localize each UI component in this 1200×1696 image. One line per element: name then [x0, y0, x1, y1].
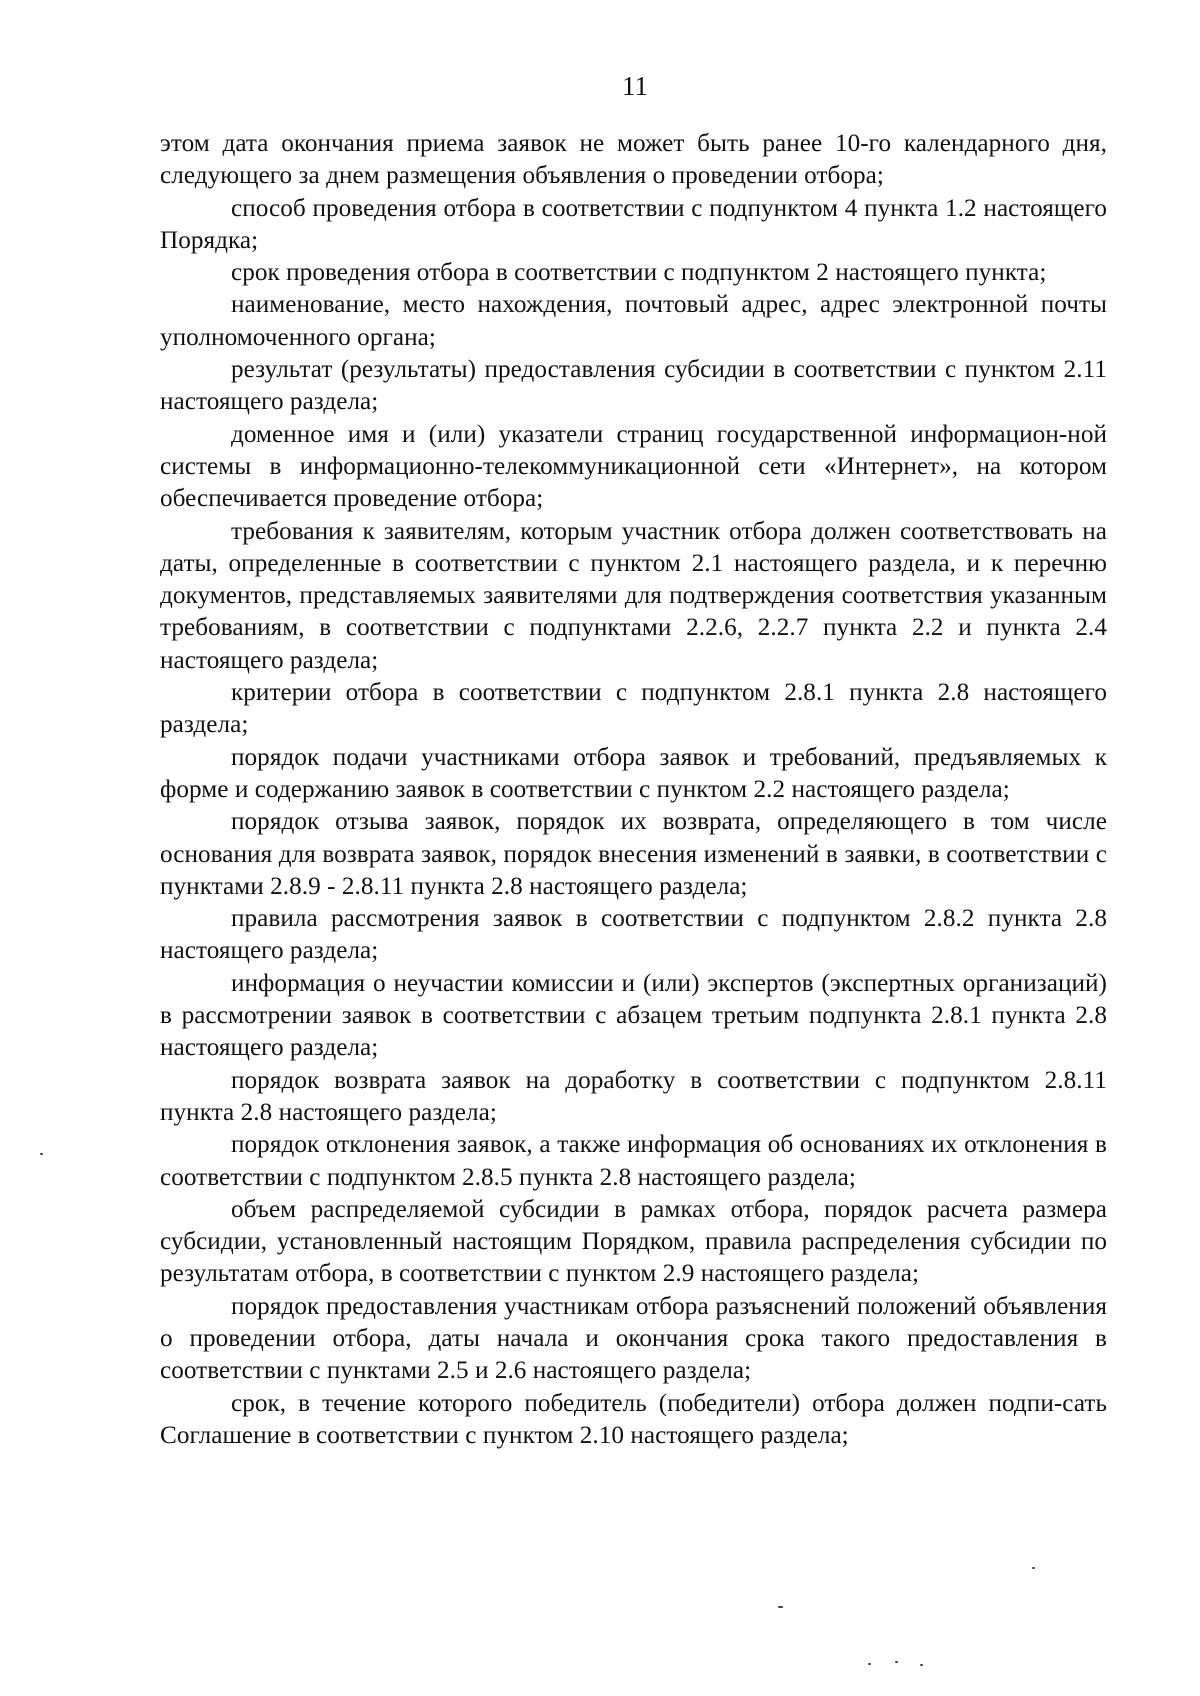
- scan-speck: [778, 1606, 783, 1608]
- scan-speck: [1032, 1567, 1035, 1569]
- document-body: [160, 128, 1107, 1452]
- scan-speck: [895, 1661, 898, 1663]
- paragraph-withdrawal-procedure: порядок отзыва заявок, порядок их возврата, определяющего в том числе основания для возврата заявок, порядок внесения изменений в заявки, в соответствии с пунктами 2.8.9 - 2.8.11 пункта 2.8 настоящего раздела;: [160, 808, 1107, 900]
- paragraph-submission-procedure: порядок подачи участниками отбора заявок и требований, предъявляемых к форме и содержанию заявок в соответствии с пунктом 2.2 настоящего раздела;: [160, 743, 1107, 803]
- page-number: 11: [622, 71, 648, 101]
- paragraph-subsidy-volume: объем распределяемой субсидии в рамках отбора, порядок расчета размера субсидии, установленный настоящим Порядком, правила распределения субсидии по результатам отбора, в соответствии с пунктом 2.9 настоящего раздела;: [160, 1195, 1107, 1288]
- paragraph-domain-name: доменное имя и (или) указатели страниц государственной информацион-ной системы в информационно-телекоммуникационной сети «Интернет», на котором обеспечивается проведение отбора;: [160, 420, 1107, 513]
- scan-speck: [920, 1664, 923, 1666]
- paragraph-selection-period: срок проведения отбора в соответствии с подпунктом 2 настоящего пункта;: [231, 259, 1047, 287]
- paragraph-commission-nonparticipation: информация о неучастии комиссии и (или) экспертов (экспертных организаций) в рассмотрении заявок в соответствии с абзацем третьим подпункта 2.8.1 пункта 2.8 настоящего раздела;: [160, 969, 1107, 1062]
- paragraph-clarifications: порядок предоставления участникам отбора разъяснений положений объявления о проведении отбора, даты начала и окончания срока такого предоставления в соответствии с пунктами 2.5 и 2.6 настоящего раздела;: [160, 1292, 1107, 1385]
- paragraph-rejection-procedure: порядок отклонения заявок, а также информация об основаниях их отклонения в соответствии с подпунктом 2.8.5 пункта 2.8 настоящего раздела;: [160, 1131, 1107, 1191]
- paragraph-return-for-revision: порядок возврата заявок на доработку в соответствии с подпунктом 2.8.11 пункта 2.8 настоящего раздела;: [160, 1066, 1107, 1126]
- paragraph-subsidy-result: результат (результаты) предоставления субсидии в соответствии с пунктом 2.11 настоящего раздела;: [160, 356, 1107, 416]
- scan-speck: [868, 1663, 871, 1665]
- paragraph-review-rules: правила рассмотрения заявок в соответствии с подпунктом 2.8.2 пункта 2.8 настоящего раздела;: [160, 905, 1107, 965]
- paragraph-authority-details: наименование, место нахождения, почтовый адрес, адрес электронной почты уполномоченного органа;: [160, 291, 1107, 351]
- paragraph-agreement-deadline: срок, в течение которого победитель (победители) отбора должен подпи-сать Соглашение в соответствии с пунктом 2.10 настоящего раздела;: [160, 1389, 1107, 1449]
- paragraph-selection-criteria: критерии отбора в соответствии с подпунктом 2.8.1 пункта 2.8 настоящего раздела;: [160, 679, 1107, 739]
- scan-speck: [40, 1153, 43, 1155]
- paragraph-applicant-requirements: требования к заявителям, которым участник отбора должен соответствовать на даты, определенные в соответствии с пунктом 2.1 настоящего раздела, и к перечню документов, представляемых заявителями для подтверждения соответствия указанным требованиям, в соответствии с подпунктами 2.2.6, 2.2.7 пункта 2.2 и пункта 2.4 настоящего раздела;: [160, 517, 1107, 674]
- paragraph-continuation: этом дата окончания приема заявок не может быть ранее 10-го календарного дня, следующего за днем размещения объявления о проведении отбора;: [160, 130, 1107, 190]
- paragraph-selection-method: способ проведения отбора в соответствии с подпунктом 4 пункта 1.2 настоящего Порядка;: [160, 194, 1107, 254]
